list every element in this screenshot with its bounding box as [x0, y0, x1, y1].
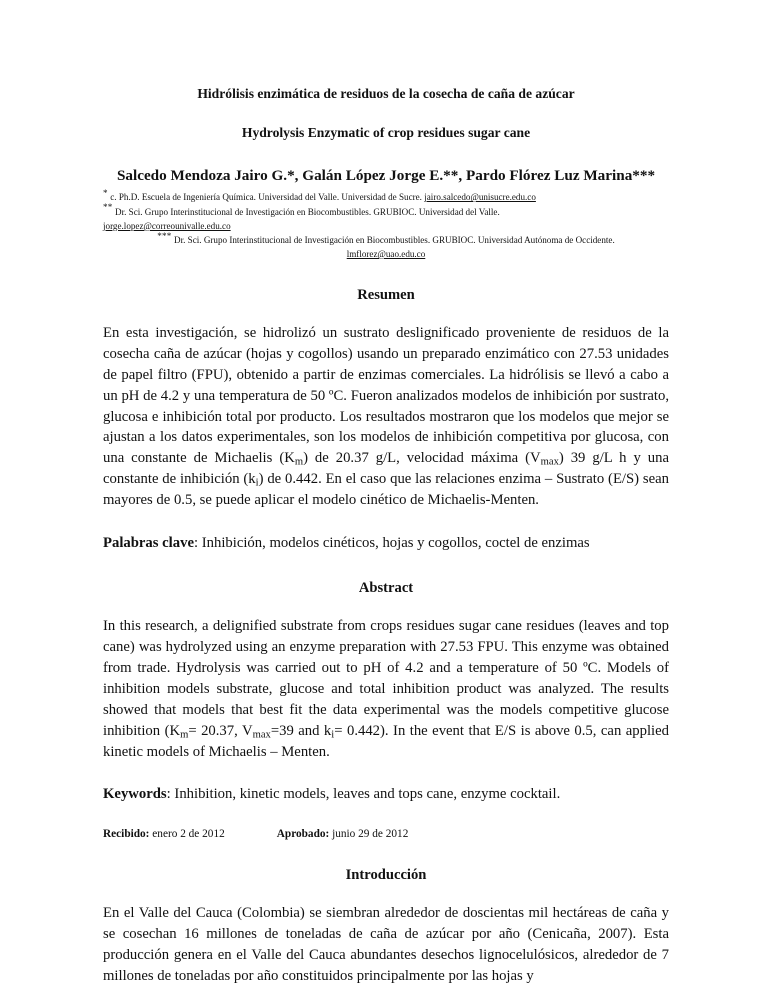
abstract-text-part-1: In this research, a delignified substrate from crops residues sugar cane residues (leaves and top cane) was hydrolyzed using an enzyme preparation with 27.53 FPU. This enzyme was obtained from trade. Hydrolysis was carried out to pH of 4.2 and a temperature of 50 ºC. Models of inhibition models substrate, glucose and total inhibition product was analyzed. The results showed that models that best fit the data experimental was the models competitive glucose inhibition (K — [103, 618, 669, 739]
abstract-text-part-2: = 20.37, V — [188, 722, 253, 739]
page-title-spanish: Hidrólisis enzimática de residuos de la cosecha de caña de azúcar — [197, 86, 575, 101]
abstract-text-part-4: = 0.442). In the event that E/S is above 0.5, can applied kinetic models of Michaelis – Menten. — [103, 722, 669, 760]
received-label: Recibido: — [103, 827, 150, 840]
resumen-paragraph — [103, 323, 669, 511]
page-content — [103, 86, 669, 987]
resumen-subscript-vmax: max — [540, 456, 559, 468]
resumen-text-part-3: ) 39 g/L h y una constante de inhibición (k — [103, 450, 670, 488]
introduccion-paragraph: En el Valle del Cauca (Colombia) se siembran alrededor de doscientas mil hectáreas de caña y se cosechan 16 millones de toneladas de caña de azúcar por año (Cenicaña, 2007). Esta producción genera en el Valle del Cauca abundantes desechos lignocelulósicos, alrededor de 7 millones de toneladas por año constituidos principalmente por las hojas y — [103, 905, 669, 985]
resumen-text-part-4: ) de 0.442. En el caso que las relaciones enzima – Sustrato (E/S) sean mayores de 0.5, se puede aplicar el modelo cinético de Michaelis-Menten. — [103, 471, 669, 509]
publication-dates — [103, 827, 669, 842]
abstract-text-part-3: =39 and k — [270, 722, 332, 739]
resumen-subscript-km: m — [294, 456, 304, 468]
abstract-subscript-ki: i — [331, 729, 335, 741]
footnote-text-1: c. Ph.D. Escuela de Ingeniería Química. Universidad del Valle. Universidad de Sucre. — [110, 192, 422, 203]
footnote-marker-3: *** — [157, 231, 172, 242]
footnote-2 — [103, 202, 669, 220]
approved-label: Aprobado: — [276, 827, 330, 840]
palabras-clave-separator: : — [193, 535, 202, 552]
footnote-marker-2: ** — [103, 202, 113, 213]
palabras-clave-value: Inhibición, modelos cinéticos, hojas y cogollos, coctel de enzimas — [201, 535, 590, 552]
palabras-clave-line — [103, 533, 669, 554]
footnote-3 — [103, 231, 669, 248]
page-title-english: Hydrolysis Enzymatic of crop residues sugar cane — [241, 124, 531, 140]
abstract-paragraph — [103, 616, 669, 763]
resumen-text-part-2: ) de 20.37 g/L, velocidad máxima (V — [303, 450, 541, 467]
abstract-subscript-km: m — [180, 729, 189, 741]
resumen-text-part-1: En esta investigación, se hidrolizó un sustrato deslignificado proveniente de residuos de la cosecha caña de azúcar (hojas y cogollos) usando un preparado enzimático con 27.53 unidades de papel filtro (FPU), obtenido a partir de enzimas comerciales. La hidrólisis se llevó a cabo a un pH de 4.2 y una temperatura de 50 ºC. Fueron analizados modelos de inhibición por sustrato, glucosa e inhibición total por producto. Los resultados mostraron que los modelos que mejor se ajustan a los datos experimentales, son los modelos de inhibición competitiva por glucosa, con una constante de Michaelis (K — [103, 324, 669, 467]
section-heading-introduccion: Introducción — [345, 867, 427, 884]
keywords-line — [103, 784, 669, 805]
footnote-email-1[interactable]: jairo.salcedo@unisucre.edu.co — [424, 192, 536, 203]
received-value: enero 2 de 2012 — [149, 827, 225, 840]
footnote-text-3: Dr. Sci. Grupo Interinstitucional de Investigación en Biocombustibles. GRUBIOC. Universidad Autónoma de Occidente. — [174, 235, 615, 246]
resumen-subscript-ki: i — [255, 477, 259, 489]
keywords-separator: : — [166, 785, 175, 802]
footnote-1 — [103, 188, 669, 205]
footnote-2-email-line — [103, 220, 669, 234]
author-line: Salcedo Mendoza Jairo G.*, Galán López Jorge E.**, Pardo Flórez Luz Marina*** — [116, 166, 656, 184]
author-affiliations — [103, 188, 669, 262]
footnote-email-3[interactable]: lmflorez@uao.edu.co — [346, 248, 426, 259]
footnote-3-email-line — [103, 248, 669, 262]
abstract-subscript-vmax: max — [252, 729, 271, 741]
keywords-label: Keywords — [103, 785, 167, 802]
palabras-clave-label: Palabras clave — [103, 535, 194, 552]
section-heading-resumen: Resumen — [357, 286, 415, 303]
footnote-email-2[interactable]: jorge.lopez@correounivalle.edu.co — [103, 220, 231, 231]
footnote-marker-1: * — [103, 188, 108, 199]
keywords-value: Inhibition, kinetic models, leaves and tops cane, enzyme cocktail. — [174, 785, 561, 802]
footnote-text-2: Dr. Sci. Grupo Interinstitucional de Investigación en Biocombustibles. GRUBIOC. Universidad del Valle. — [115, 206, 500, 217]
approved-value: junio 29 de 2012 — [329, 827, 409, 840]
section-heading-abstract: Abstract — [358, 580, 414, 597]
